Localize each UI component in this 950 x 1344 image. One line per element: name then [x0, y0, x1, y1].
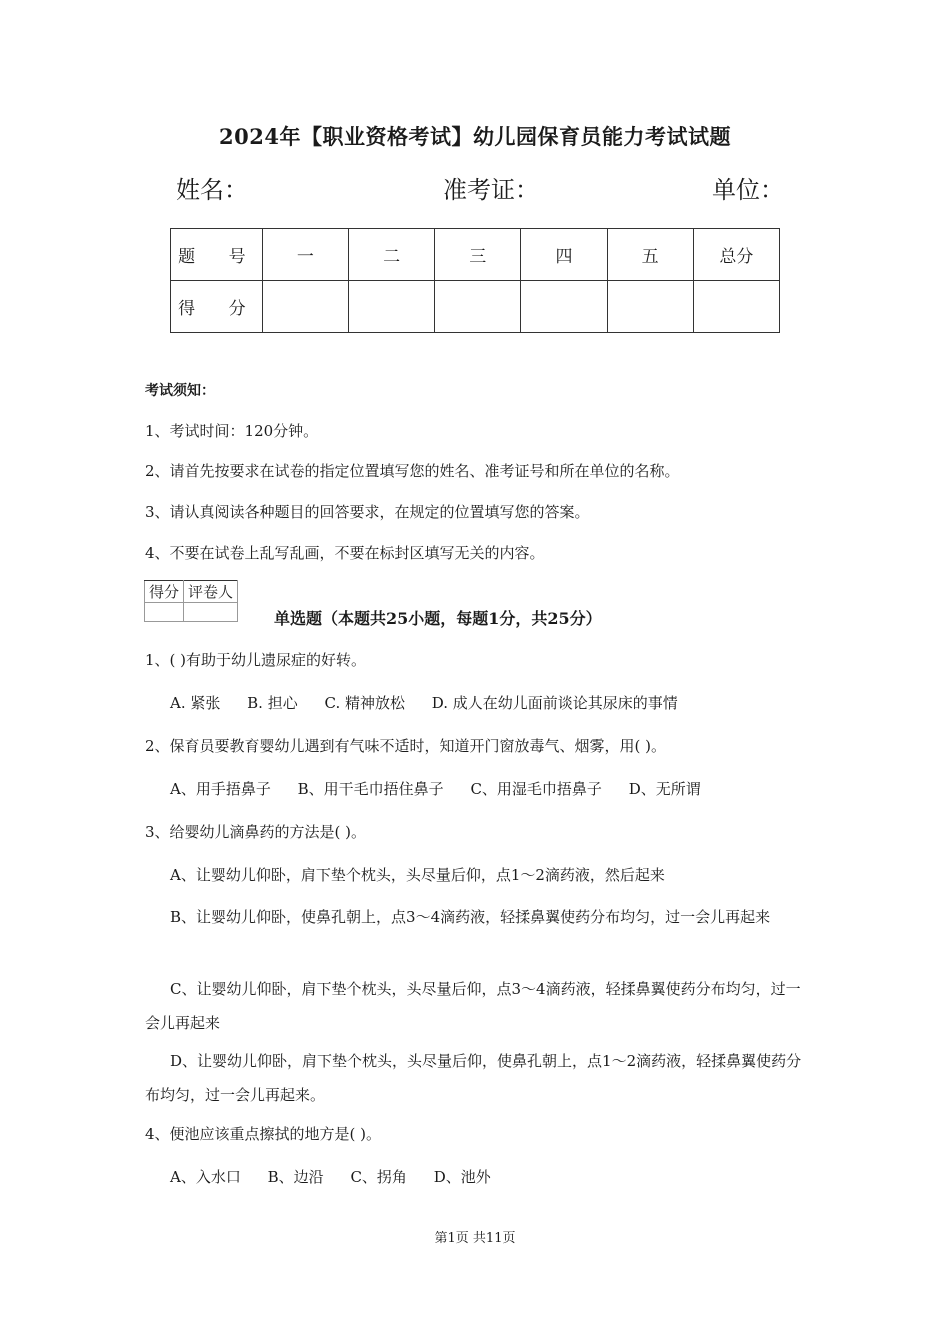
question-stem: 4、便池应该重点擦拭的地方是( )。 — [145, 1125, 382, 1143]
question-options — [170, 778, 723, 799]
notice-item: 3、请认真阅读各种题目的回答要求，在规定的位置填写您的答案。 — [145, 503, 590, 521]
question-stem: 3、给婴幼儿滴鼻药的方法是( )。 — [145, 823, 367, 841]
grader-score-label: 得分 — [145, 581, 184, 603]
section-title: 单选题（本题共25小题，每题1分，共25分） — [274, 609, 602, 628]
name-field-label: 姓名： — [176, 176, 248, 204]
score-cell: 得 分 — [171, 281, 263, 333]
option: C. 精神放松 — [324, 694, 405, 712]
grader-score-cell — [145, 603, 184, 622]
score-cell: 五 — [607, 229, 693, 281]
score-cell: 总分 — [693, 229, 779, 281]
score-table — [170, 228, 780, 333]
question-options — [170, 1166, 513, 1187]
option: D. 成人在幼儿面前谈论其尿床的事情 — [431, 694, 678, 712]
unit-field-label: 单位： — [712, 176, 784, 204]
page-footer: 第1页 共11页 — [434, 1231, 516, 1246]
option: C、用湿毛巾捂鼻子 — [470, 780, 602, 798]
score-cell: 三 — [435, 229, 521, 281]
score-table-score-row — [171, 281, 780, 333]
option: D、无所谓 — [628, 780, 701, 798]
score-cell: 题 号 — [171, 229, 263, 281]
score-cell — [521, 281, 607, 333]
score-cell — [348, 281, 434, 333]
option: D、池外 — [433, 1168, 491, 1186]
score-cell — [607, 281, 693, 333]
question-stem: 1、( )有助于幼儿遗尿症的好转。 — [145, 651, 367, 669]
option: D、让婴幼儿仰卧，肩下垫个枕头，头尽量后仰，使鼻孔朝上，点1～2滴药液，轻揉鼻翼使药分布均匀，过一会儿再起来。 — [145, 1052, 802, 1104]
exam-id-field-label: 准考证： — [443, 176, 539, 204]
score-cell: 二 — [348, 229, 434, 281]
option: A、入水口 — [170, 1168, 241, 1186]
grader-name-cell — [184, 603, 238, 622]
notice-heading: 考试须知： — [145, 383, 215, 399]
option: B、边沿 — [267, 1168, 324, 1186]
score-cell — [693, 281, 779, 333]
question-options — [170, 692, 700, 713]
option: A、让婴幼儿仰卧，肩下垫个枕头，头尽量后仰，点1～2滴药液，然后起来 — [170, 866, 665, 884]
page-title: 2024年【职业资格考试】幼儿园保育员能力考试试题 — [219, 124, 731, 149]
notice-item: 4、不要在试卷上乱写乱画，不要在标封区填写无关的内容。 — [145, 544, 545, 562]
notice-item: 2、请首先按要求在试卷的指定位置填写您的姓名、准考证号和所在单位的名称。 — [145, 462, 680, 480]
score-table-header-row — [171, 229, 780, 281]
score-cell: 一 — [262, 229, 348, 281]
score-cell — [435, 281, 521, 333]
option: B、用干毛巾捂住鼻子 — [297, 780, 444, 798]
notice-item: 1、考试时间：120分钟。 — [145, 422, 319, 440]
option: B、让婴幼儿仰卧，使鼻孔朝上，点3～4滴药液，轻揉鼻翼使药分布均匀，过一会儿再起来 — [170, 908, 771, 926]
score-cell — [262, 281, 348, 333]
question-stem: 2、保育员要教育婴幼儿遇到有气味不适时，知道开门窗放毒气、烟雾，用( )。 — [145, 737, 667, 755]
option: B. 担心 — [247, 694, 298, 712]
option: C、让婴幼儿仰卧，肩下垫个枕头，头尽量后仰，点3～4滴药液，轻揉鼻翼使药分布均匀，过一会儿再起来 — [145, 980, 801, 1032]
option: A. 紧张 — [170, 694, 221, 712]
option: C、拐角 — [350, 1168, 407, 1186]
grader-name-label: 评卷人 — [184, 581, 238, 603]
option: A、用手捂鼻子 — [170, 780, 271, 798]
grader-box — [144, 580, 238, 622]
score-cell: 四 — [521, 229, 607, 281]
